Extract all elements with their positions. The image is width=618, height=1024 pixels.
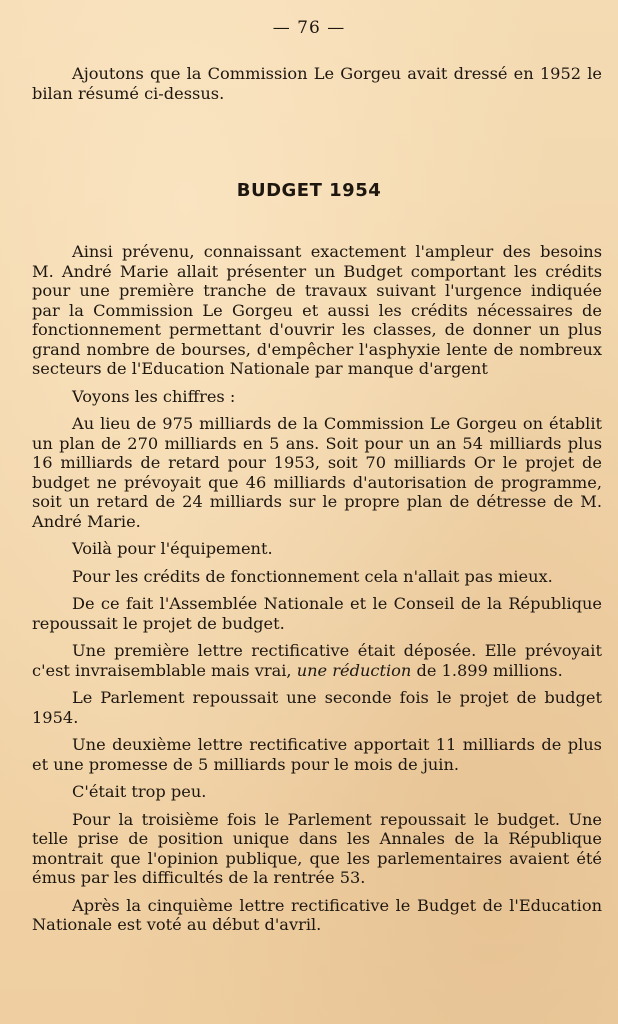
premiere-lettre-text: Une première lettre rectificative était déposée. Elle prévoyait c'est invraisemblable mais vrai,: [32, 641, 602, 680]
intro-block: [32, 64, 602, 103]
paragraph-besoins: Ainsi prévenu, connaissant exactement l'ampleur des besoins M. André Marie allait présenter un Budget comportant les crédits pour une première tranche de travaux suivant l'urgence indiquée par la Commission Le Gorgeu et aussi les crédits nécessaires de fonctionnement permettant d'ouvrir les classes, de donner un plus grand nombre de bourses, d'empêcher l'asphyxie lente de nombreux secteurs de l'Education Nationale par manque d'argent: [32, 242, 602, 378]
body-text: [32, 242, 602, 943]
paragraph-chiffres: Voyons les chiffres :: [72, 386, 236, 406]
paragraph-equipement: Voilà pour l'équipement.: [72, 539, 273, 558]
paragraph-cinquieme-lettre: Après la cinquième lettre rectificative le Budget de l'Education Nationale est voté au début d'avril.: [32, 895, 602, 934]
paragraph-seconde-fois: Le Parlement repoussait une seconde fois le projet de budget 1954.: [32, 688, 602, 727]
paragraph-fonctionnement: Pour les crédits de fonctionnement cela n'allait pas mieux.: [72, 566, 553, 586]
paragraph-premiere-lettre: [32, 641, 602, 680]
paragraph-assemblee: De ce fait l'Assemblée Nationale et le Conseil de la République repoussait le projet de budget.: [32, 594, 602, 633]
paragraph-trop-peu: C'était trop peu.: [72, 782, 207, 801]
page-number: — 76 —: [272, 18, 346, 38]
intro-paragraph: Ajoutons que la Commission Le Gorgeu avait dressé en 1952 le bilan résumé ci-dessus.: [32, 64, 602, 103]
section-title: BUDGET 1954: [236, 180, 382, 201]
paragraph-milliards: Au lieu de 975 milliards de la Commission Le Gorgeu on établit un plan de 270 milliards en 5 ans. Soit pour un an 54 milliards plus 16 milliards de retard pour 1953, soit 70 milliards Or le projet de budget ne prévoyait que 46 milliards d'autorisation de programme, soit un retard de 24 milliards sur le propre plan de détresse de M. André Marie.: [32, 414, 602, 531]
paragraph-deuxieme-lettre: Une deuxième lettre rectificative apportait 11 milliards de plus et une promesse de 5 milliards pour le mois de juin.: [32, 735, 602, 774]
premiere-lettre-emphasis: une réduction: [296, 660, 412, 680]
premiere-lettre-end: de 1.899 millions.: [411, 660, 563, 680]
paragraph-troisieme-fois: Pour la troisième fois le Parlement repoussait le budget. Une telle prise de position unique dans les Annales de la République montrait que l'opinion publique, que les parlementaires avaient été émus par les difficultés de la rentrée 53.: [32, 809, 602, 887]
